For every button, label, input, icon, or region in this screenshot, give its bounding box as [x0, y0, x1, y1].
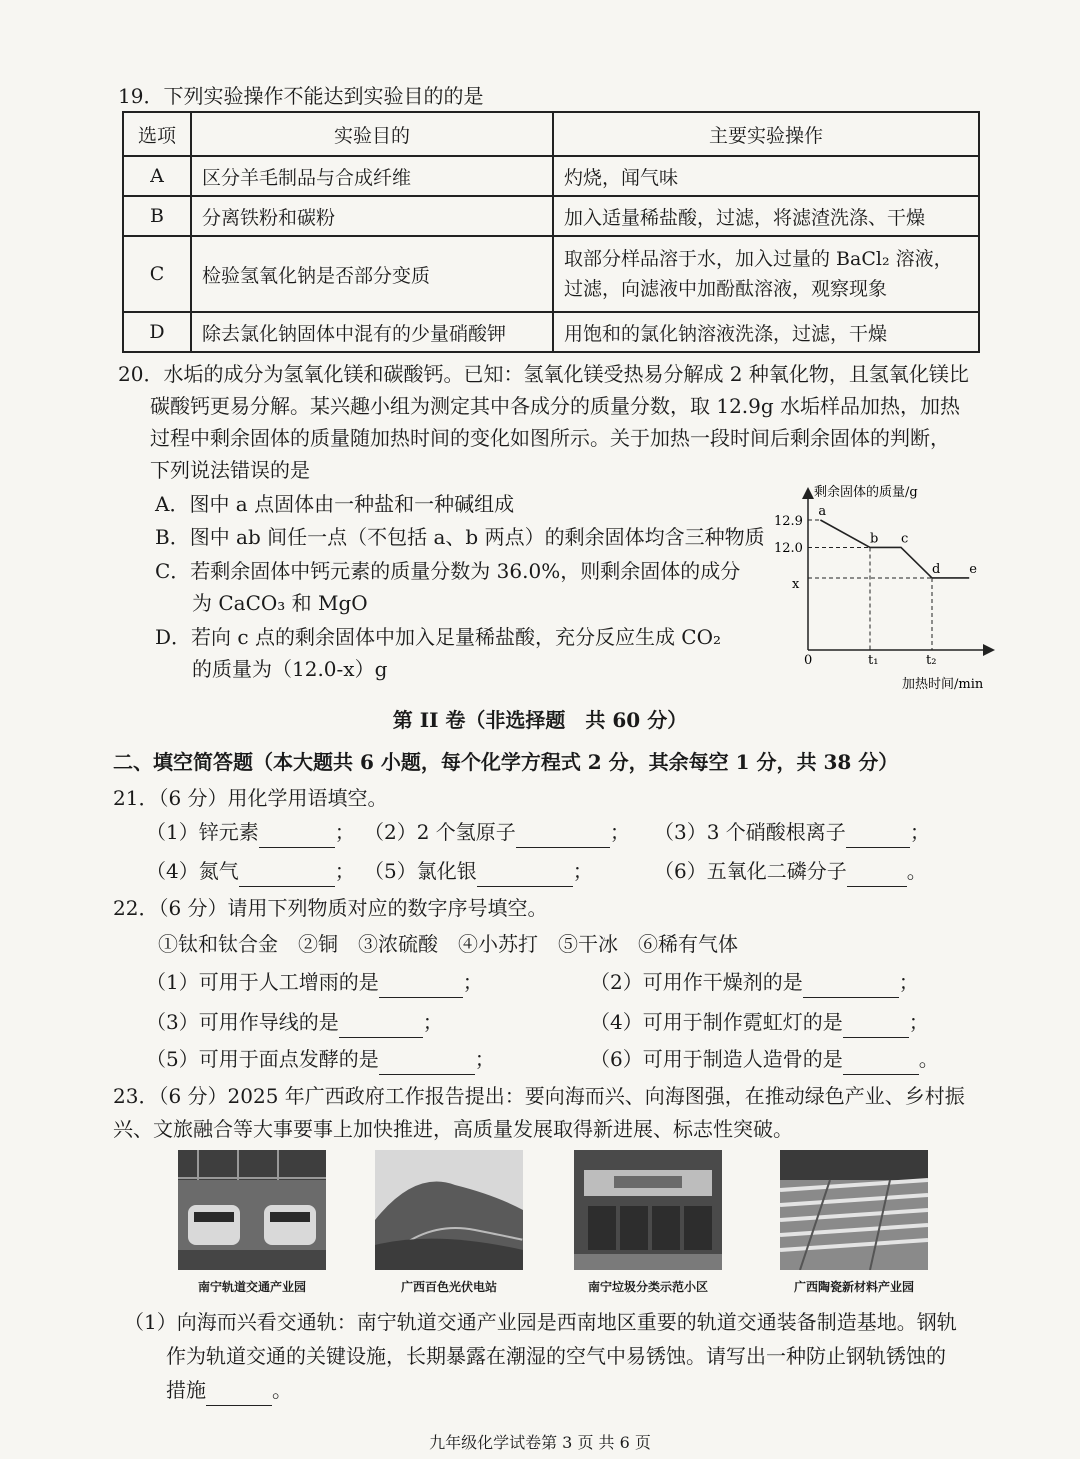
table-row: [123, 156, 979, 196]
section-heading: 二、填空简答题（本大题共 6 小题，每个化学方程式 2 分，其余每空 1 分，共 38 分）: [113, 750, 899, 774]
q20-option-d-line1: D．若向 c 点的剩余固体中加入足量稀盐酸，充分反应生成 CO₂: [155, 625, 722, 649]
point-label-a: a: [818, 504, 827, 519]
mass-time-chart: [760, 478, 1000, 693]
y-tick-x: x: [792, 577, 800, 592]
row-goal: 区分羊毛制品与合成纤维: [191, 156, 553, 196]
q22-item3: （3）可用作导线的是 ；: [146, 1006, 443, 1038]
point-label-c: c: [901, 531, 909, 547]
q19-stem: 19．下列实验操作不能达到实验目的的是: [118, 84, 484, 108]
table-header-row: [123, 112, 979, 156]
x-tick-t1: t₁: [868, 653, 879, 668]
page-footer: 九年级化学试卷第 3 页 共 6 页: [429, 1433, 651, 1452]
header-goal: 实验目的: [191, 112, 553, 156]
mass-curve: [820, 520, 969, 578]
q22-materials: ①钛和钛合金 ②铜 ③浓硫酸 ④小苏打 ⑤干冰 ⑥稀有气体: [158, 932, 738, 956]
q21-item5: （5）氯化银 ；: [364, 855, 593, 887]
table-row: [123, 312, 979, 352]
q23-stem-line1: 23．（6 分）2025 年广西政府工作报告提出：要向海而兴、向海图强，在推动绿色产业、乡村振: [113, 1084, 965, 1108]
caption-ceramic-materials-park: 广西陶瓷新材料产业园: [793, 1280, 914, 1294]
photo-rail-industry-park: [178, 1150, 326, 1270]
point-labels: [818, 504, 977, 577]
q22-item1: （1）可用于人工增雨的是 ；: [146, 966, 483, 998]
q20-option-d-line2: 的质量为（12.0-x）g: [192, 657, 388, 681]
q20-stem-line3: 过程中剩余固体的质量随加热时间的变化如图所示。关于加热一段时间后剩余固体的判断，: [150, 426, 950, 450]
q22-item2: （2）可用作干燥剂的是 ；: [590, 966, 919, 998]
q20-stem-line1: 20．水垢的成分为氢氧化镁和碳酸钙。已知：氢氧化镁受热易分解成 2 种氧化物，且氢氧化镁比: [118, 362, 969, 386]
x-tick-0: 0: [804, 653, 813, 668]
q21-item4: （4）氮气 ；: [146, 855, 355, 887]
table-row: [123, 196, 979, 236]
point-label-d: d: [932, 561, 941, 577]
row-operation: 取部分样品溶于水，加入过量的 BaCl₂ 溶液，过滤，向滤液中加酚酞溶液，观察现象: [553, 236, 979, 312]
row-operation: 加入适量稀盐酸，过滤，将滤渣洗涤、干燥: [553, 196, 979, 236]
q23-part1-line3: 措施 。: [166, 1374, 292, 1406]
q22-item5: （5）可用于面点发酵的是 ；: [146, 1043, 495, 1075]
q20-stem-line4: 下列说法错误的是: [150, 458, 310, 482]
photo-ceramic-materials-park: [780, 1150, 928, 1270]
q23-stem-line2: 兴、文旅融合等大事要事上加快推进，高质量发展取得新进展、标志性突破。: [113, 1117, 793, 1141]
header-option: 选项: [123, 112, 191, 156]
q20-stem-line2: 碳酸钙更易分解。某兴趣小组为测定其中各成分的质量分数，取 12.9g 水垢样品加热，加热: [150, 394, 961, 418]
photo-solar-station: [375, 1150, 523, 1270]
photo-waste-sorting: [574, 1150, 722, 1270]
q23-part1-line2: 作为轨道交通的关键设施，长期暴露在潮湿的空气中易锈蚀。请写出一种防止钢轨锈蚀的: [166, 1344, 946, 1368]
row-goal: 除去氯化钠固体中混有的少量硝酸钾: [191, 312, 553, 352]
point-label-b: b: [870, 531, 879, 547]
row-option: D: [123, 312, 191, 352]
q20-option-b: B．图中 ab 间任一点（不包括 a、b 两点）的剩余固体均含三种物质: [155, 525, 765, 549]
q21-item3: （3）3 个硝酸根离子 ；: [654, 816, 930, 848]
table-row: [123, 236, 979, 312]
x-axis-label: 加热时间/min: [902, 677, 984, 692]
caption-solar-station: 广西百色光伏电站: [400, 1280, 497, 1294]
row-option: C: [123, 236, 191, 312]
caption-rail-industry-park: 南宁轨道交通产业园: [197, 1280, 306, 1294]
q20-option-a: A．图中 a 点固体由一种盐和一种碱组成: [155, 492, 515, 516]
row-option: A: [123, 156, 191, 196]
y-axis-label: 剩余固体的质量/g: [814, 485, 918, 500]
q22-item4: （4）可用于制作霓虹灯的是 ；: [590, 1006, 929, 1038]
q22-item6: （6）可用于制造人造骨的是 。: [590, 1043, 939, 1075]
row-operation: 灼烧，闻气味: [553, 156, 979, 196]
part2-title: 第 II 卷（非选择题 共 60 分）: [392, 708, 688, 732]
row-goal: 检验氢氧化钠是否部分变质: [191, 236, 553, 312]
q21-item2: （2）2 个氢原子 ；: [364, 816, 630, 848]
row-goal: 分离铁粉和碳粉: [191, 196, 553, 236]
row-option: B: [123, 196, 191, 236]
q20-option-c-line2: 为 CaCO₃ 和 MgO: [192, 591, 368, 615]
q20-option-c-line1: C．若剩余固体中钙元素的质量分数为 36.0%，则剩余固体的成分: [155, 559, 741, 583]
q19-table: [122, 111, 980, 353]
q21-item1: （1）锌元素 ；: [146, 816, 355, 848]
y-tick-12.0: 12.0: [774, 541, 803, 556]
caption-waste-sorting: 南宁垃圾分类示范小区: [587, 1280, 708, 1294]
header-operation: 主要实验操作: [553, 112, 979, 156]
point-label-e: e: [969, 561, 977, 577]
q21-item6: （6）五氧化二磷分子 。: [654, 855, 927, 887]
q21-stem: 21．（6 分）用化学用语填空。: [113, 786, 388, 810]
y-tick-12.9: 12.9: [774, 514, 803, 529]
x-tick-t2: t₂: [926, 653, 937, 668]
q22-stem: 22．（6 分）请用下列物质对应的数字序号填空。: [113, 896, 548, 920]
row-operation: 用饱和的氯化钠溶液洗涤，过滤，干燥: [553, 312, 979, 352]
q23-part1-line1: （1）向海而兴看交通轨：南宁轨道交通产业园是西南地区重要的轨道交通装备制造基地。钢轨: [124, 1310, 957, 1334]
